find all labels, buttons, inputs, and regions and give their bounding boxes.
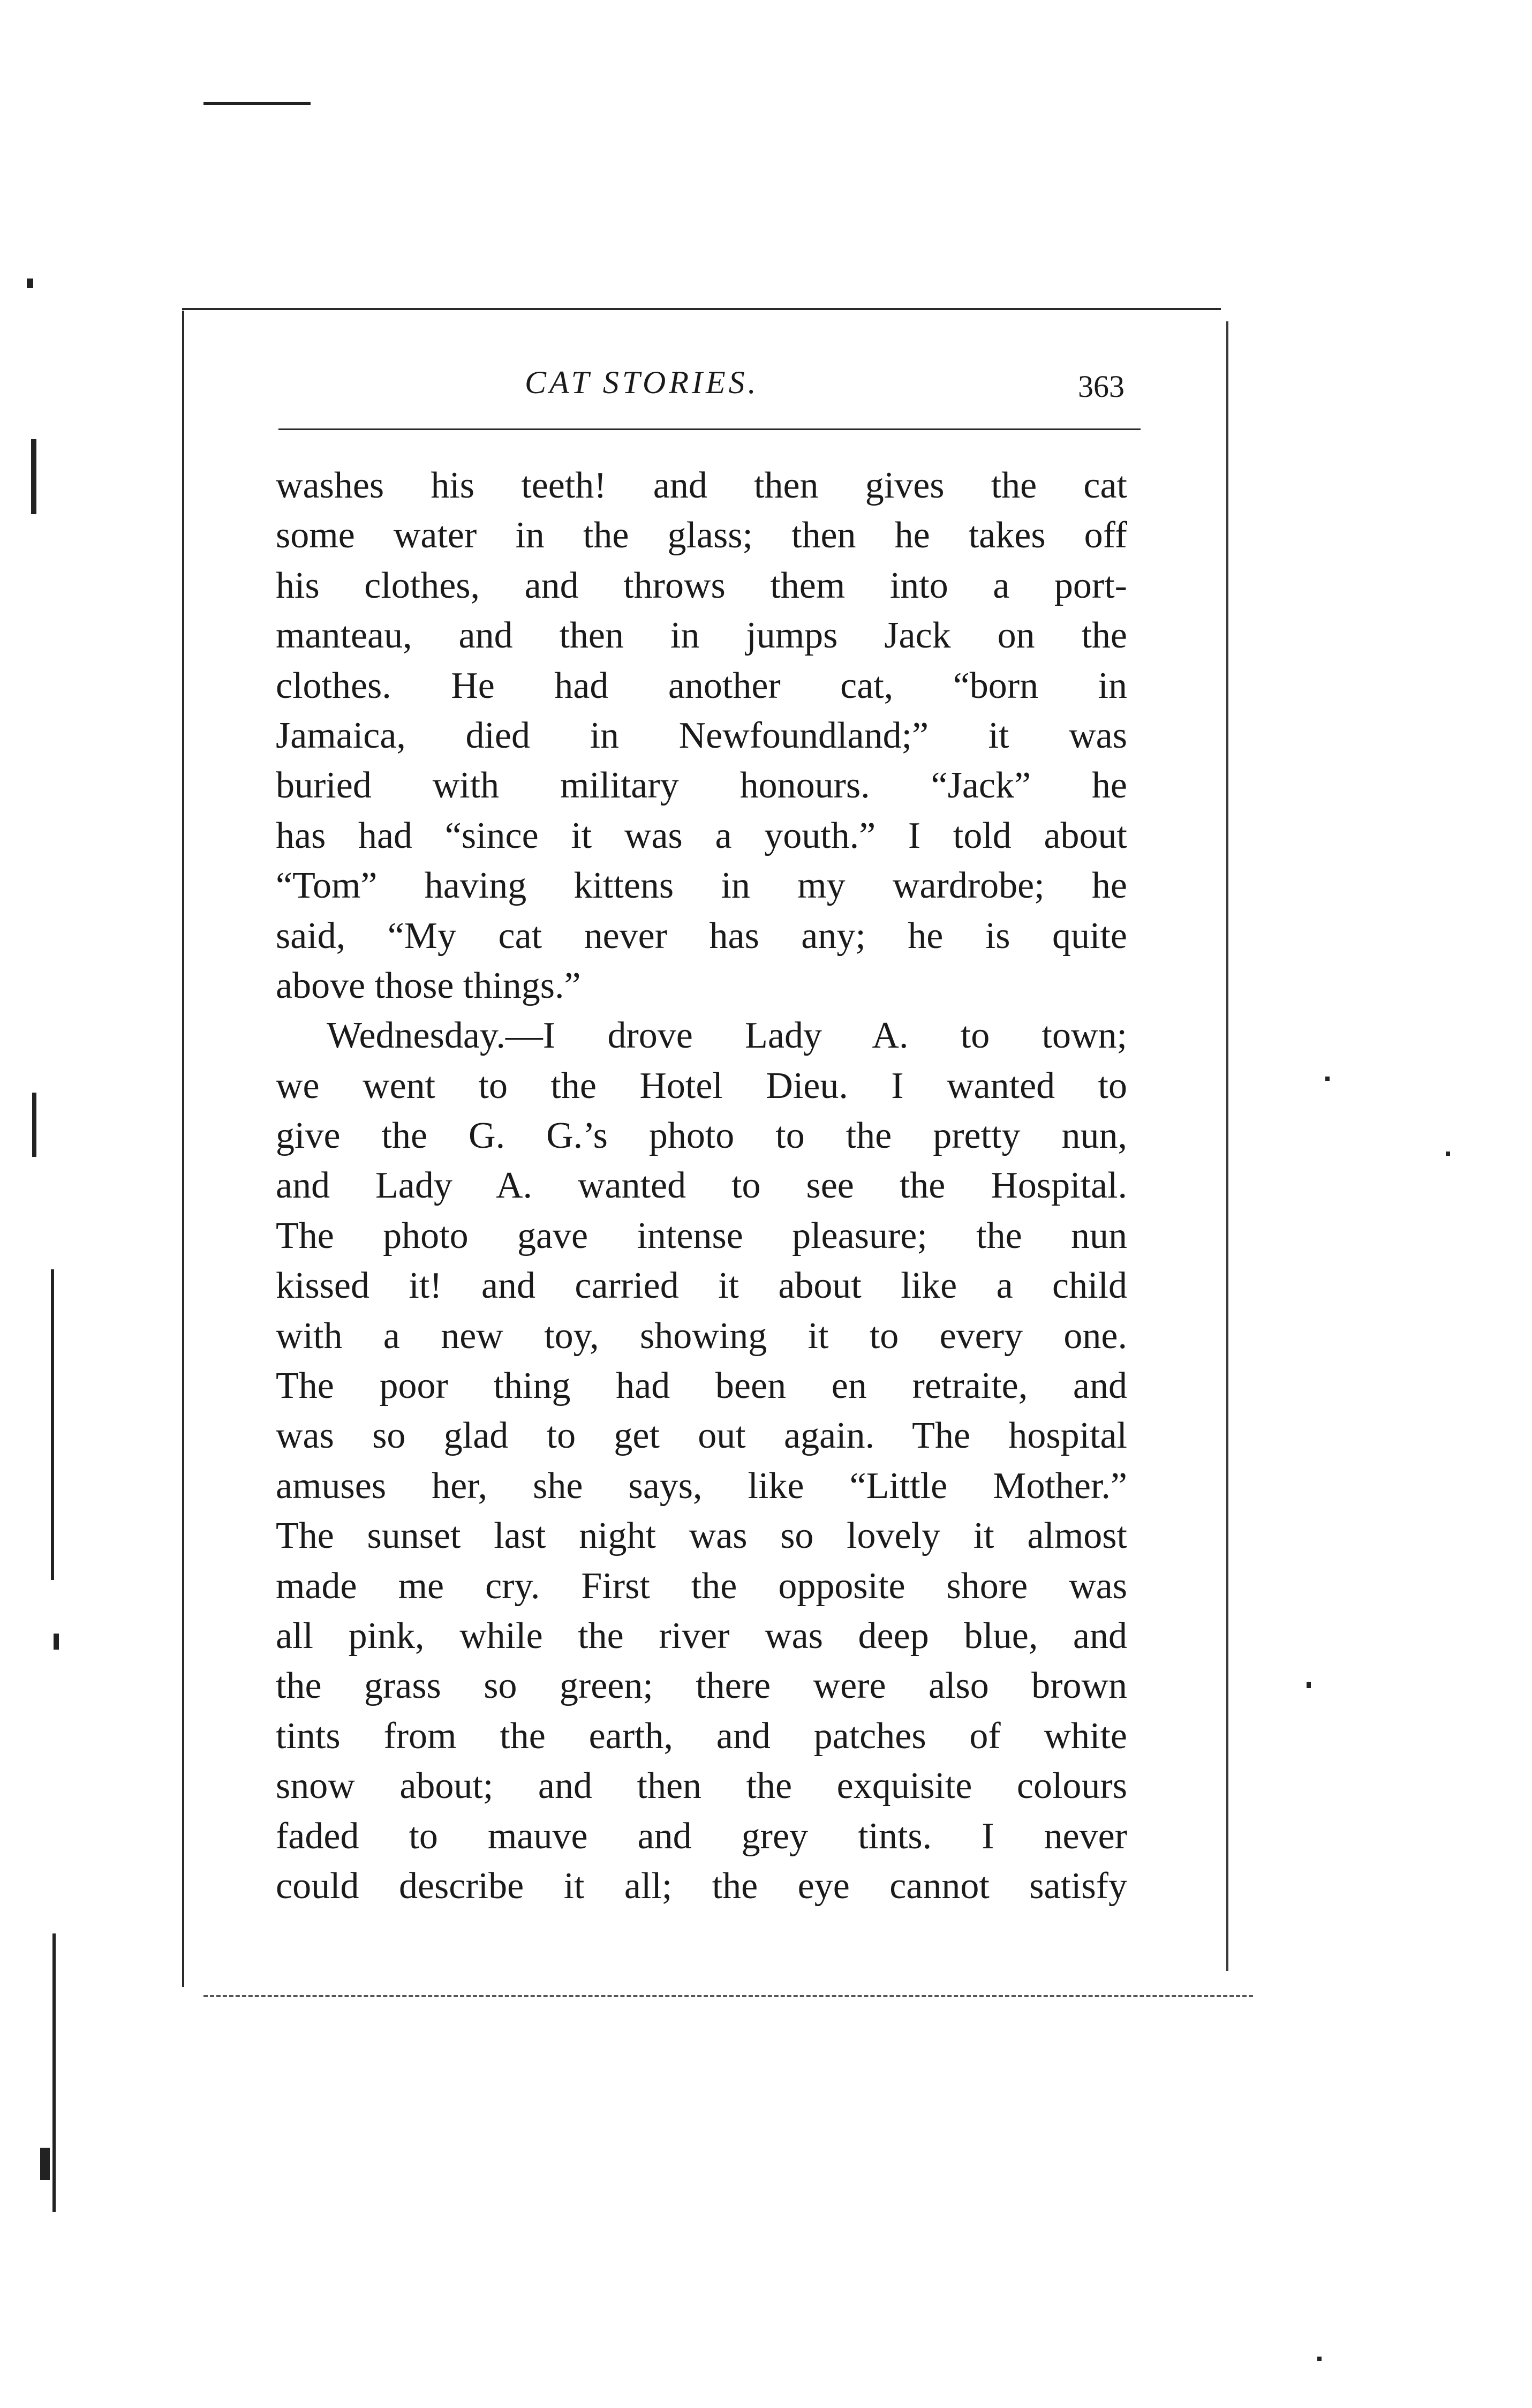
text-line: some water in the glass; then he takes off: [276, 515, 1127, 556]
text-line: amuses her, she says, like “Little Mother.”: [276, 1465, 1127, 1507]
running-title: CAT STORIES.: [525, 365, 759, 400]
text-line: was so glad to get out again. The hospital: [276, 1415, 1127, 1457]
text-line: could describe it all; the eye cannot satisfy: [276, 1865, 1127, 1907]
running-head: [278, 364, 1157, 412]
text-line: kissed it! and carried it about like a child: [276, 1265, 1127, 1307]
scan-speck: [1307, 1682, 1311, 1688]
scan-speck: [203, 102, 311, 105]
text-line: buried with military honours. “Jack” he: [276, 765, 1127, 807]
scan-speck: [52, 1933, 56, 2212]
text-line-paragraph-start: Wednesday.—I drove Lady A. to town;: [327, 1015, 1127, 1057]
text-line: and Lady A. wanted to see the Hospital.: [276, 1165, 1127, 1207]
text-line: Jamaica, died in Newfoundland;” it was: [276, 714, 1127, 756]
page-number: 363: [1078, 369, 1125, 404]
header-rule: [278, 428, 1141, 430]
scan-speck: [1446, 1152, 1450, 1156]
text-line: “Tom” having kittens in my wardrobe; he: [276, 865, 1127, 907]
page-frame-top-rule: [182, 308, 1221, 310]
text-line: snow about; and then the exquisite colours: [276, 1765, 1127, 1807]
text-line: above those things.”: [276, 965, 581, 1006]
page-frame-left-rule: [182, 311, 184, 1987]
scan-speck: [31, 439, 36, 514]
text-line: The photo gave intense pleasure; the nun: [276, 1215, 1127, 1256]
text-line: clothes. He had another cat, “born in: [276, 665, 1127, 706]
text-line: give the G. G.’s photo to the pretty nun,: [276, 1115, 1127, 1157]
scan-speck: [1325, 1077, 1330, 1081]
text-line: manteau, and then in jumps Jack on the: [276, 615, 1127, 657]
scan-speck: [54, 1634, 59, 1650]
scan-speck: [32, 1093, 36, 1157]
text-line: tints from the earth, and patches of white: [276, 1715, 1127, 1757]
text-line: all pink, while the river was deep blue, and: [276, 1615, 1127, 1657]
body-text: [276, 461, 1127, 1911]
scan-speck: [40, 2148, 50, 2180]
text-line: faded to mauve and grey tints. I never: [276, 1815, 1127, 1857]
page-frame-bottom-rule: [203, 1995, 1253, 1997]
page-frame-right-rule: [1226, 321, 1228, 1971]
scan-speck: [51, 1269, 54, 1580]
text-line: the grass so green; there were also brown: [276, 1665, 1127, 1707]
text-line: with a new toy, showing it to every one.: [276, 1315, 1127, 1357]
text-line: washes his teeth! and then gives the cat: [276, 465, 1127, 506]
scan-speck: [27, 279, 33, 288]
scan-speck: [1317, 2357, 1322, 2361]
text-line: his clothes, and throws them into a port-: [276, 565, 1127, 606]
text-line: The sunset last night was so lovely it almost: [276, 1515, 1127, 1557]
text-line: we went to the Hotel Dieu. I wanted to: [276, 1065, 1127, 1107]
text-line: has had “since it was a youth.” I told about: [276, 815, 1127, 856]
text-line: said, “My cat never has any; he is quite: [276, 915, 1127, 957]
text-line: The poor thing had been en retraite, and: [276, 1365, 1127, 1407]
text-line: made me cry. First the opposite shore was: [276, 1565, 1127, 1607]
